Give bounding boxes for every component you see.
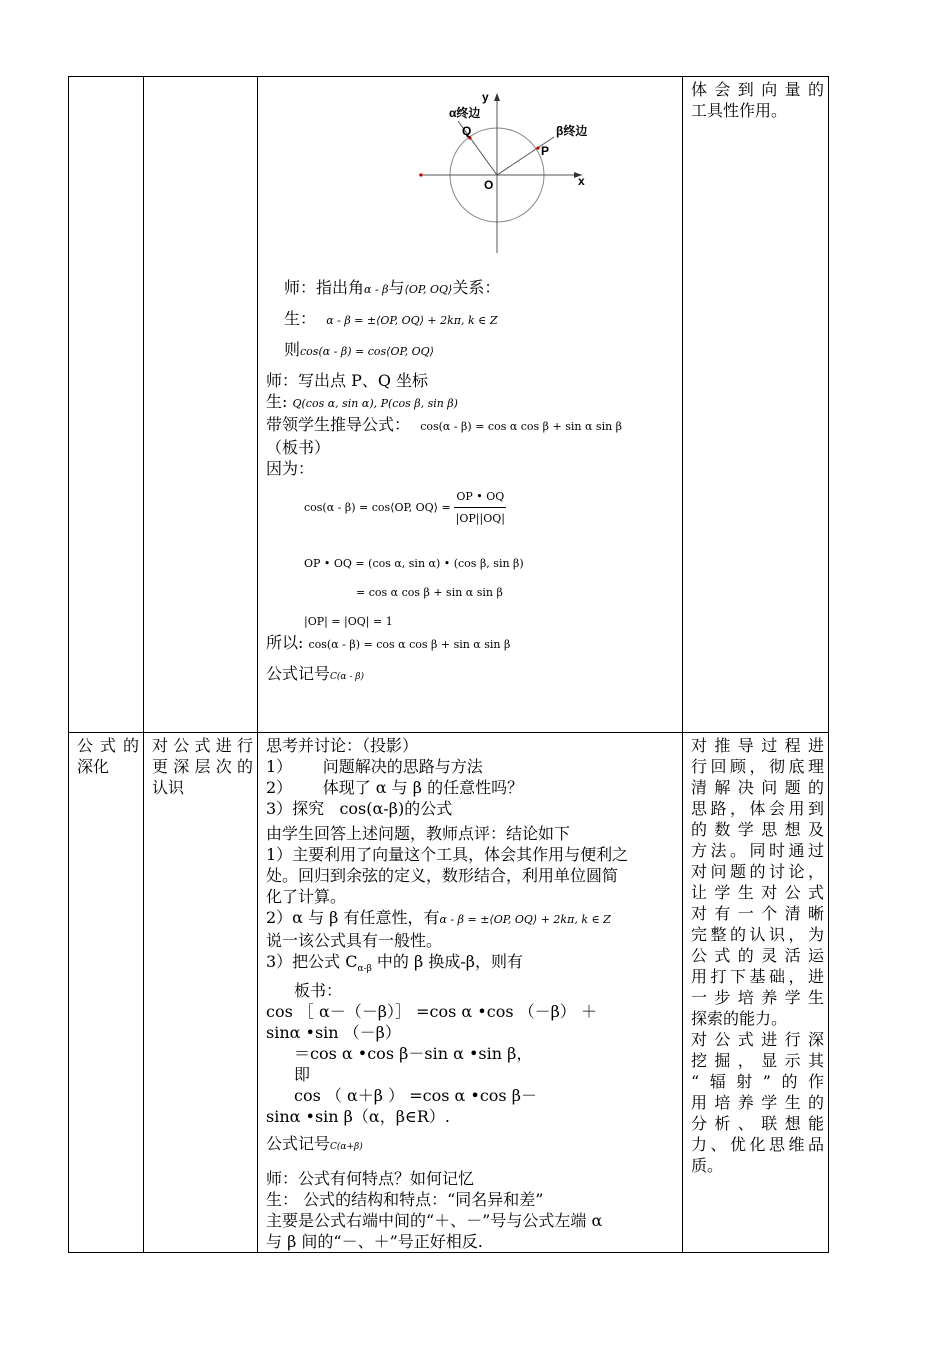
text: 则: [284, 340, 301, 359]
derivation-line-6: sinα •sin β（α，β∈R）.: [266, 1107, 450, 1127]
intent-line: 探索的能力。: [691, 1009, 788, 1028]
math-expr: C(α - β): [330, 672, 364, 682]
lesson-plan-table: [68, 76, 829, 1253]
intent-line: 挖掘，显示其: [691, 1051, 824, 1070]
text: 公式记号: [266, 664, 331, 683]
stage-cell-empty: [69, 77, 144, 733]
derivation-line-5: cos （ α＋β ） =cos α •cos β－: [294, 1086, 537, 1106]
question-3: [266, 798, 676, 819]
goal-line: 更深层次的: [152, 757, 253, 776]
text: 1）: [266, 757, 293, 776]
alpha-terminal-side-label: α终边: [449, 106, 481, 120]
board-label: 板书：: [294, 981, 343, 1001]
text: cos(α-β)的公式: [339, 799, 453, 818]
intent-line: 方法。同时通过: [691, 841, 824, 860]
unit-circle-diagram: [266, 77, 676, 257]
text: 所以:: [266, 633, 304, 652]
fraction: [454, 486, 507, 529]
stage-line: 深化: [77, 757, 110, 776]
text: 2）: [266, 778, 293, 797]
intent-line: 用打下基础，进: [691, 967, 824, 986]
derivation-line-2: sinα •sin （－β）: [266, 1023, 401, 1043]
equation-1: [266, 487, 676, 527]
text: 问题解决的思路与方法: [322, 757, 483, 776]
intent-cell-1: [683, 77, 829, 733]
table-row: [69, 733, 829, 1253]
text: 生：: [284, 309, 317, 328]
intent-line: 行回顾，彻底理: [691, 757, 824, 776]
lead-derivation-line: [266, 414, 676, 437]
conclusion-1a: 1）主要利用了向量这个工具，体会其作用与便利之: [266, 845, 629, 864]
activity-cell-deepening: [258, 733, 683, 1253]
intent-line: 完整的认识，为: [691, 925, 824, 944]
text: 3）探究: [266, 799, 325, 818]
equation-3: = cos α cos β + sin α sin β: [356, 586, 503, 599]
math-expr: C(α+β): [330, 1142, 363, 1153]
activity-cell-derivation: [258, 77, 683, 733]
origin-label: O: [484, 178, 494, 192]
equation-4: |OP| = |OQ| = 1: [304, 615, 393, 628]
intent-line: 对有一个清晰: [691, 904, 824, 923]
derivation-line-4: 即: [294, 1065, 311, 1085]
intent-line: 一步培养学生: [691, 988, 824, 1007]
intent-line: 工具性作用。: [691, 101, 788, 120]
formula-symbol-line: [266, 663, 676, 688]
intent-line: 质。: [691, 1156, 724, 1175]
intent-line: 用培养学生的: [691, 1093, 824, 1112]
board-note: （板书）: [266, 438, 331, 457]
conclusion-2a: [266, 907, 676, 930]
math-expr: cos(α - β) = cos⟨OP, OQ⟩: [300, 345, 434, 358]
math-expr: Q(cos α, sin α), P(cos β, sin β): [292, 397, 458, 410]
goal-line: 对公式进行: [152, 736, 253, 755]
axis-x-label: x: [578, 174, 585, 188]
math-expr: α - β: [364, 283, 389, 296]
intent-line: 体会到向量的: [691, 80, 824, 99]
conclusion-2b: 说一该公式具有一般性。: [266, 931, 443, 950]
derivation-line-1: cos ［ α－（－β）］ =cos α •cos （－β） ＋: [266, 1002, 597, 1022]
student-line-1: [266, 308, 676, 331]
intent-line: 公式的灵活运: [691, 946, 824, 965]
intent-line: “辐射”的作: [691, 1072, 824, 1091]
equation-2: OP • OQ = (cos α, sin α) • (cos β, sin β): [304, 557, 524, 570]
point-p-label: P: [541, 144, 550, 158]
text: 与: [388, 278, 405, 297]
stage-line: 公式的: [77, 736, 139, 755]
conclusion-line: [266, 632, 676, 655]
text: 师：指出角: [284, 278, 365, 297]
intent-line: 清解决问题的: [691, 778, 824, 797]
point-q-label: Q: [462, 124, 472, 138]
then-line: [266, 339, 676, 362]
goal-line: 认识: [152, 778, 185, 797]
stage-cell: [69, 733, 144, 1253]
math-expr: cos(α - β) = cos⟨OP, OQ⟩ =: [304, 500, 451, 514]
teacher-review: 由学生回答上述问题，教师点评：结论如下: [266, 824, 571, 843]
feature-line-2: 与 β 间的“－、＋”号正好相反.: [266, 1232, 483, 1252]
math-expr: α - β = ±⟨OP, OQ⟩ + 2kπ, k ∈ Z: [439, 913, 611, 926]
formula-symbol-line-2: [266, 1133, 676, 1158]
subscript: α-β: [357, 964, 372, 975]
discussion-title: 思考并讨论：（投影）: [266, 736, 419, 755]
derivation-line-3: ＝cos α •cos β－sin α •sin β，: [294, 1044, 533, 1064]
text: 3）把公式 C: [266, 952, 358, 971]
text: 2）α 与 β 有任意性，有: [266, 908, 440, 927]
intent-cell-2: [683, 733, 829, 1253]
conclusion-3a: [266, 951, 676, 980]
intent-line: 对公式进行深: [691, 1030, 824, 1049]
intent-line: 的数学思想及: [691, 820, 824, 839]
intent-line: 让学生对公式: [691, 883, 824, 902]
conclusion-1b: 处。回归到余弦的定义，数形结合，利用单位圆简: [266, 866, 619, 885]
conclusion-1c: 化了计算。: [266, 887, 347, 906]
intent-line: 分析、联想能: [691, 1114, 824, 1133]
text: 关系：: [452, 278, 501, 297]
text: 体现了 α 与 β 的任意性吗？: [322, 778, 524, 797]
text: 中的 β 换成-β，则有: [371, 952, 524, 971]
because-label: 因为：: [266, 459, 315, 478]
math-expr: ⟨OP, OQ⟩: [404, 283, 453, 296]
math-expr: cos(α - β) = cos α cos β + sin α sin β: [420, 420, 623, 433]
fraction-numerator: OP • OQ: [454, 486, 506, 508]
student-line-2: [266, 391, 676, 414]
goal-cell-empty: [144, 77, 258, 733]
table-row: [69, 77, 829, 733]
math-expr: α - β = ±⟨OP, OQ⟩ + 2kπ, k ∈ Z: [326, 314, 498, 327]
text: 生:: [266, 392, 293, 411]
intent-line: 对问题的讨论，: [691, 862, 824, 881]
text: 带领学生推导公式：: [266, 415, 411, 434]
beta-terminal-side-label: β终边: [556, 124, 588, 138]
intent-line: 对推导过程进: [691, 736, 824, 755]
goal-cell: [144, 733, 258, 1253]
teacher-question: 师：公式有何特点？如何记忆: [266, 1169, 475, 1189]
student-answer: 生： 公式的结构和特点：“同名异和差”: [266, 1190, 544, 1210]
intent-line: 力、优化思维品: [691, 1135, 824, 1154]
intent-line: 思路，体会用到: [691, 799, 824, 818]
text: 公式记号: [266, 1134, 331, 1154]
teacher-line-1: [266, 277, 676, 300]
axis-y-label: y: [482, 90, 489, 104]
question-1: [266, 756, 676, 777]
math-expr: cos(α - β) = cos α cos β + sin α sin β: [308, 638, 511, 651]
question-2: [266, 777, 676, 798]
teacher-line-2: 师：写出点 P、Q 坐标: [266, 371, 429, 390]
feature-line-1: 主要是公式右端中间的“＋、－”号与公式左端 α: [266, 1211, 603, 1231]
fraction-denominator: |OP||OQ|: [455, 511, 505, 525]
